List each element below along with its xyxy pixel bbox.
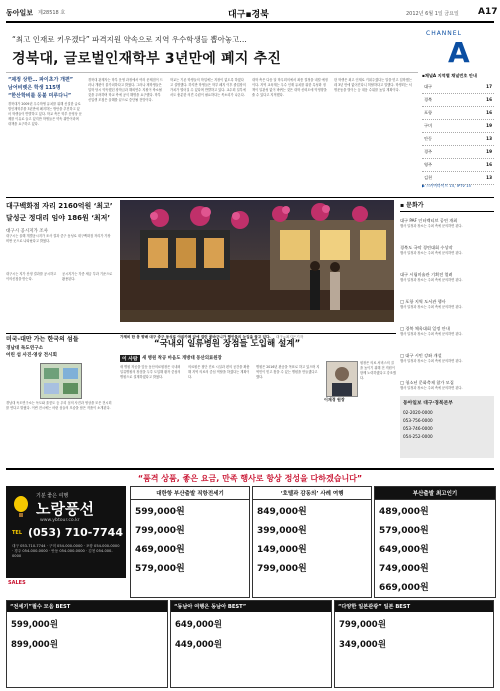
- channel-logo: [426, 30, 490, 70]
- right-list-item: 대구 PAF 인터렉티브 공연 개최: [400, 218, 458, 223]
- contact-phone: 053-756-0000: [403, 418, 433, 423]
- page-number: A17: [478, 7, 498, 17]
- channel-region-row: [422, 133, 494, 146]
- price-2: 799,000원: [135, 526, 185, 536]
- right-list-item: □ 경북 체육대회 일정 안내: [400, 326, 450, 331]
- top-story-body-1: 경북대 관계자는 학부 운영 과정에서 여러 문제점이 드러나 개편이 불가피하다고 밝혔다. 그러나 재학생들은 입학 당시 약속했던 장학금과 해외연수 지원이 축소될 것을 우려하며 학교 측에 공식 해명을 요구했다. 학부 신입생 모집은 올해를 끝으로 중단될 전망이다.: [88, 78, 163, 102]
- ad-slogan: “품격 상품, 좋은 요금, 만족 행사로 항상 정성을 다하겠습니다”: [137, 474, 363, 483]
- right-list-item: 대구 시립미술관 기획전 열려: [400, 272, 453, 277]
- channel-region-name: 경주: [424, 149, 433, 154]
- channel-number: 19: [486, 149, 492, 154]
- bottom-price-3: 649,000원: [175, 620, 222, 630]
- channel-number: 17: [486, 84, 492, 89]
- contact-phone: 053-746-0000: [403, 426, 433, 431]
- ad-box-1[interactable]: [130, 486, 250, 598]
- street-cafe-photo: [120, 200, 394, 322]
- bottom-price-4: 449,000원: [175, 640, 222, 650]
- interview-sub: 새 병원 착공 마음도 개방대 동산의료원장: [142, 356, 222, 361]
- price-5: 849,000원: [257, 507, 307, 517]
- masthead-rule: [6, 21, 494, 23]
- channel-region-row: [422, 94, 494, 107]
- channel-number: 16: [486, 162, 492, 167]
- channel-region-row: [422, 107, 494, 120]
- channel-region-row: [422, 159, 494, 172]
- channel-region-name: 포항: [424, 110, 433, 115]
- issue-date: 2012년 6월 1일 금요일: [406, 11, 459, 17]
- main-photo: [120, 200, 394, 322]
- price-11: 649,000원: [379, 545, 429, 555]
- left-title-2: 경남대 독도연구소: [6, 346, 44, 351]
- price-8: 799,000원: [257, 564, 307, 574]
- side-head-1: “제정 상한… 파이초가 개편”: [8, 77, 74, 83]
- channel-region-row: [422, 81, 494, 94]
- masthead: [6, 6, 498, 20]
- side-head-3: “한산학비를 둥불 미루다니”: [8, 93, 72, 99]
- right-list-item: 경북도 국악 경연대회 수상작: [400, 245, 453, 250]
- bottom-price-2: 899,000원: [11, 640, 58, 650]
- channel-number: 13: [486, 136, 492, 141]
- top-story-kicker: “최고 인재로 키우겠다” 파격지원 약속으로 지역 우수학생들 뽑아놓고…: [12, 35, 247, 44]
- price-12: 749,000원: [379, 564, 429, 574]
- left-title-1: 미국-대만 가는 한국의 섬들: [6, 336, 79, 343]
- ad-brand-name: 노랑풍선: [36, 500, 94, 518]
- ad-section: [6, 468, 494, 690]
- side-head-2: 남어비렛은 학생 115명: [8, 85, 61, 91]
- interview-tag: 이 사람: [122, 357, 138, 362]
- ad-brand-tag: 기분 좋은 여행: [36, 493, 69, 499]
- ad-bottom-1[interactable]: [6, 600, 168, 688]
- ad-bottom-strip: [6, 600, 494, 688]
- interview: “국내외 일류병원 장점들 도입해 설계” 이 사람 새 병원 착공 마음도 개방대 동산의료원장 새 병원 착공을 앞둔 동산의료원장은 국내외 일류병원의 장점을 두루 도입해 환자 중심의 병원으로 설계하겠다고 밝혔다. 의료원은 첨단 진료 시설과 편의 공간을 확충해 지역 의료의 중심 역할을 하겠다는 계획이다. 병원은 2016년 완공을 목표로 하고 있으며 지역민이 믿고 찾을 수 있는 병원을 만들겠다고 했다. 이재경 원장 원장은 의료 서비스의 질을 높이기 위해 전 직원이 함께 노력하겠다고 강조했다.: [120, 339, 396, 402]
- second-story-sub: 대구시 공시지가 조사: [6, 229, 48, 234]
- ad-box-2-title: ‘호텔과 감동의’ 사례 여행: [253, 487, 371, 500]
- right-list-title: ▪ 문화가: [400, 200, 494, 212]
- top-story: [6, 26, 418, 196]
- left-title-3: 어린 섬 사진·영상 전시회: [6, 353, 57, 358]
- top-story-headline: 경북대, 글로벌인재학부 3년만에 폐지 추진: [12, 51, 282, 67]
- top-story-body-4: 한 학생은 최고 인재로 키워주겠다는 말을 믿고 입학했는데 3년 만에 없어진다니 허탈하다고 말했다. 학생회는 서명운동을 벌이는 등 대응 수위를 높일 계획이다.: [334, 78, 412, 92]
- price-1: 599,000원: [135, 507, 185, 517]
- contact-box: [400, 396, 494, 458]
- channel-footer: ▶ 스카이라이프 15, IPTV 15: [422, 183, 471, 188]
- contact-title: 동아일보 대구·경북본부: [403, 401, 453, 406]
- price-6: 399,000원: [257, 526, 307, 536]
- top-story-body-2: 학교는 기존 학생들의 학업에는 지장이 없도록 하겠다고 설명했다. 하지만 학생들은 학부 폐지 이후 졸업장의 가치가 떨어질 수 있다며 반발하고 있다. 교수회 일부에서도 충분한 의견 수렴이 필요하다는 목소리가 나온다.: [170, 78, 246, 97]
- channel-region-row: [422, 146, 494, 159]
- channel-box: [422, 26, 494, 196]
- ad-box-2[interactable]: [252, 486, 372, 598]
- channel-number: 16: [486, 97, 492, 102]
- photo-credit: 대구=최지은기자: [275, 335, 304, 339]
- interview-name: 이재경 원장: [324, 397, 345, 402]
- interview-headline: “국내외 일류병원 장점들 도입해 설계”: [154, 339, 301, 349]
- newspaper-name: 동아일보: [6, 9, 34, 17]
- channel-number: 13: [486, 175, 492, 180]
- price-9: 489,000원: [379, 507, 429, 517]
- second-story-headline-1: 대구백화점 자리 2160억원 ‘최고’: [6, 202, 113, 210]
- channel-box-title: ▪채널A 지역별 채널번호 안내: [422, 73, 477, 78]
- right-list-items: 대구 PAF 인터렉티브 공연 개최 행사 일정과 장소는 주최 측에 문의하면 된다. 경북도 국악 경연대회 수상작 행사 일정과 장소는 주최 측에 문의하면 된다. 대구 시립미술관 기획전 열려 행사 일정과 장소는 주최 측에 문의하면 된다. □ 포항 지역 도서관 행사 행사 일정과 장소는 주최 측에 문의하면 된다. □ 경북 체육대회 일정 안내 행사 일정과 장소는 주최 측에 문의하면 된다. □ 대구 시민 강좌 개설 행사 일정과 장소는 주최 측에 문의하면 된다. □ 청소년 문화축제 참가 모집 행사 일정과 장소는 주최 측에 문의하면 된다.: [400, 218, 494, 401]
- balloon-icon: [12, 496, 30, 518]
- ad-url: www.ybtour.co.kr: [40, 518, 80, 523]
- contact-phone: 054-252-0000: [403, 434, 433, 439]
- price-7: 149,000원: [257, 545, 307, 555]
- ad-box-3[interactable]: [374, 486, 496, 598]
- contact-phone: 02-2020-0000: [403, 410, 433, 415]
- left-column-lower: 미국-대만 가는 한국의 섬들 경남대 독도연구소 어린 섬 사진·영상 전시회 경남대 독도연구소는 독도와 울릉도 등 우리 섬의 사진과 영상을 모은 전시회를 연다고 밝혔다. 이번 전시에는 어린 섬들의 모습을 담은 작품이 소개된다.: [6, 335, 114, 465]
- price-4: 579,000원: [135, 564, 185, 574]
- channel-region-name: 경북: [424, 97, 433, 102]
- photo-caption-text: 가제비 한 몽 향배 대구 중구 동성로 야외카페 앞에 걸린 꽃바구니가 행인들의 눈길을 끌고 있다.: [120, 335, 271, 339]
- channel-region-name: 영주: [424, 162, 433, 167]
- price-13: 669,000원: [379, 583, 429, 593]
- channel-number: 19: [486, 123, 492, 128]
- channel-number: 16: [486, 110, 492, 115]
- channel-region-name: 김천: [424, 175, 433, 180]
- ad-brand-block: 기분 좋은 여행 노랑풍선 www.ybtour.co.kr TEL (053) 710-7744 대구 053-710-7744 · 구미 054-000-0000 · 포항 054-000-0000 · 경주 054-000-0000 · 안동 054-000-0000 · 김천 054-000-0000: [6, 486, 126, 578]
- interview-portrait: [326, 361, 358, 397]
- channel-region-name: 안동: [424, 136, 433, 141]
- ad-sales-tag: SALES: [8, 580, 26, 586]
- channel-region-row: [422, 120, 494, 133]
- ad-bottom-1-title: “전세기”필수 모음 BEST: [7, 601, 167, 612]
- second-story: 대구백화점 자리 2160억원 ‘최고’ 달성군 정대리 임야 186원 ‘최저’ 대구시 공시지가 조사 대구시는 올해 개별공시지가 조사 결과 중구 동성로 대구백화점 자리가 가장 비싼 곳으로 나타났다고 밝혔다.: [6, 202, 113, 243]
- right-list-item: □ 대구 시민 강좌 개설: [400, 353, 442, 358]
- second-story-headline-2: 달성군 정대리 임야 186원 ‘최저’: [6, 214, 111, 222]
- channel-a-icon: A: [448, 36, 470, 69]
- channel-region-list: [422, 81, 494, 185]
- section-name: 대구▪경북: [228, 10, 269, 20]
- channel-label: CHANNEL: [426, 30, 462, 37]
- issue-number: 제28518 호: [38, 10, 66, 16]
- top-story-sidebar: “제정 상한… 파이초가 개편” 남어비렛은 학생 115명 “한산학비를 둥불 미루다니” 경북대가 2009년 우수학생 유치를 위해 신설한 글로벌인재학부를 3년만에 폐지하는 방안을 추진하고 있어 학생들이 반발하고 있다. 학교 측은 학부 운영상 문제를 이유로 들고 있지만 학생들은 약속 위반이라며 대책을 요구하고 있다.: [8, 77, 82, 126]
- price-10: 579,000원: [379, 526, 429, 536]
- ad-bottom-3[interactable]: [334, 600, 494, 688]
- right-list: [400, 200, 494, 460]
- top-story-body-3: 대학 측은 다음 달 학무회의에서 최종 결정을 내릴 예정이다. 지역 교육계는 우수 인재 유치를 위한 특성화 정책이 일관성 없이 바뀌는 것은 대학 신뢰도에 악영향을 줄 수 있다고 지적했다.: [252, 78, 328, 97]
- bottom-price-6: 349,000원: [339, 640, 386, 650]
- right-list-item: □ 포항 지역 도서관 행사: [400, 299, 446, 304]
- channel-region-name: 대구: [424, 84, 433, 89]
- ad-bottom-2-title: “동남아 여행은 동남아 BEST”: [171, 601, 331, 612]
- exhibit-photo: [40, 363, 82, 399]
- channel-region-name: 구미: [424, 123, 433, 128]
- ad-box-1-title: 대한항 부산출발 직항전세기: [131, 487, 249, 500]
- ad-phone[interactable]: (053) 710-7744: [28, 526, 123, 539]
- ad-box-3-title: 부산출발 최고인기: [375, 487, 495, 500]
- bottom-price-1: 599,000원: [11, 620, 58, 630]
- bottom-price-5: 799,000원: [339, 620, 386, 630]
- ad-bottom-2[interactable]: [170, 600, 332, 688]
- ad-phone-label: TEL: [12, 530, 23, 536]
- price-3: 469,000원: [135, 545, 185, 555]
- right-list-item: □ 청소년 문화축제 참가 모집: [400, 380, 454, 385]
- ad-bottom-3-title: “다양한 일본관광” 일본 BEST: [335, 601, 493, 612]
